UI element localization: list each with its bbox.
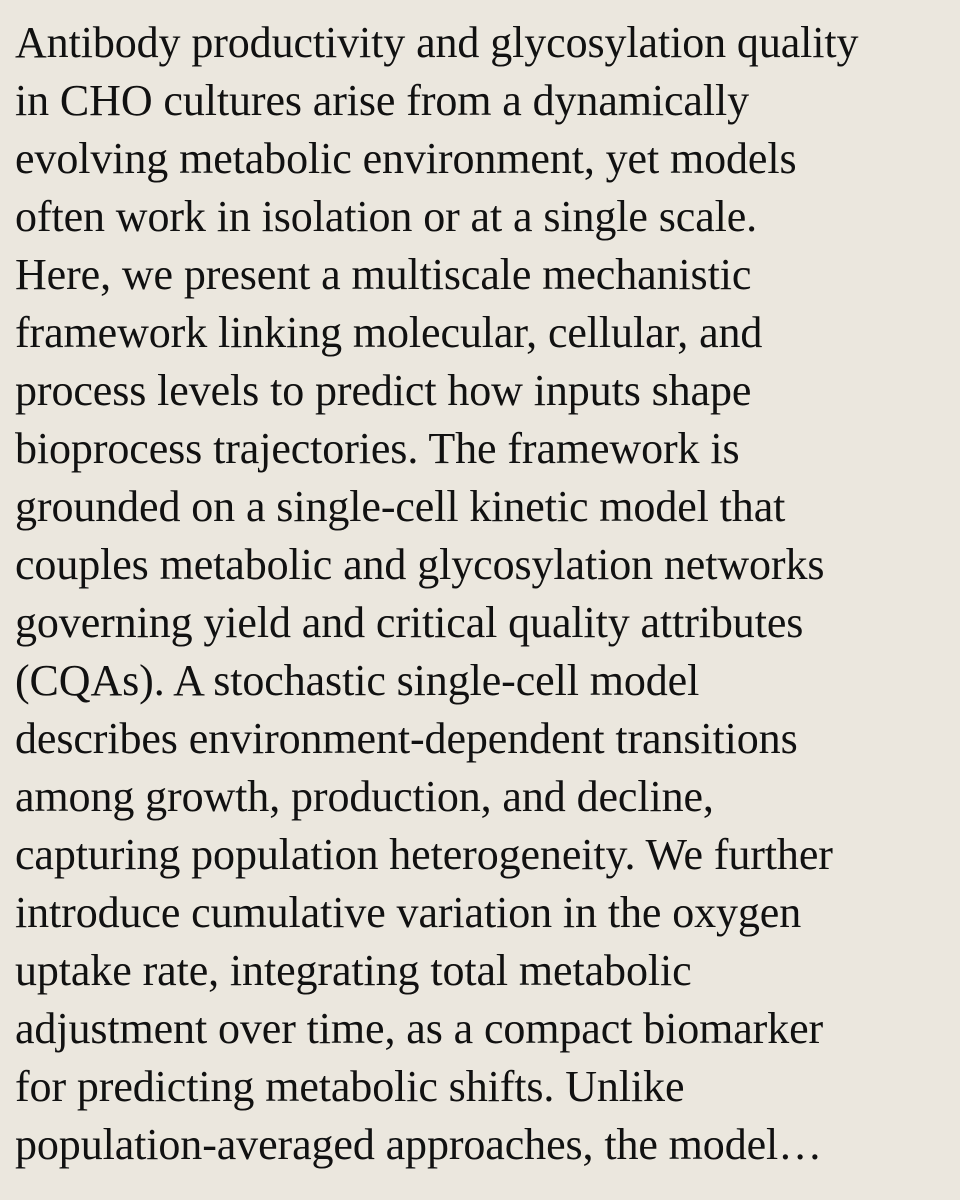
text-line: couples metabolic and glycosylation networks bbox=[15, 540, 825, 589]
text-line: governing yield and critical quality attributes bbox=[15, 598, 804, 647]
text-line: (CQAs). A stochastic single-cell model bbox=[15, 656, 700, 705]
text-line: describes environment-dependent transitions bbox=[15, 714, 798, 763]
text-line: framework linking molecular, cellular, and bbox=[15, 308, 763, 357]
text-line: Here, we present a multiscale mechanistic bbox=[15, 250, 752, 299]
text-line: for predicting metabolic shifts. Unlike bbox=[15, 1062, 685, 1111]
text-line: capturing population heterogeneity. We further bbox=[15, 830, 833, 879]
text-line: among growth, production, and decline, bbox=[15, 772, 714, 821]
text-line: adjustment over time, as a compact biomarker bbox=[15, 1004, 824, 1053]
text-line: introduce cumulative variation in the oxygen bbox=[15, 888, 802, 937]
text-line: grounded on a single-cell kinetic model that bbox=[15, 482, 786, 531]
text-line: in CHO cultures arise from a dynamically bbox=[15, 76, 750, 125]
text-line: uptake rate, integrating total metabolic bbox=[15, 946, 692, 995]
text-line: bioprocess trajectories. The framework is bbox=[15, 424, 740, 473]
text-line: population-averaged approaches, the model… bbox=[15, 1120, 823, 1169]
text-line: process levels to predict how inputs shape bbox=[15, 366, 752, 415]
text-line: evolving metabolic environment, yet models bbox=[15, 134, 797, 183]
abstract-text bbox=[15, 14, 945, 1174]
text-line: often work in isolation or at a single scale. bbox=[15, 192, 758, 241]
text-line: Antibody productivity and glycosylation quality bbox=[15, 18, 859, 67]
